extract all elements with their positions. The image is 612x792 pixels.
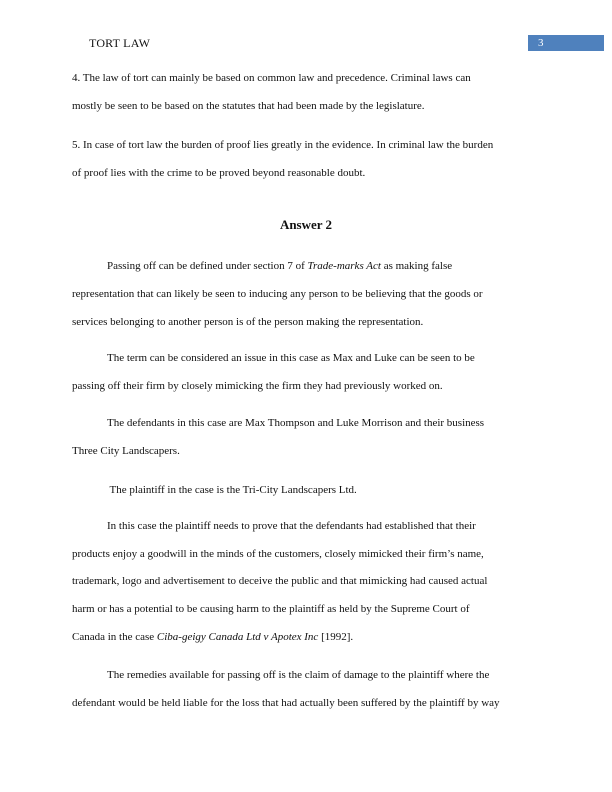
paragraph-1-line-2: representation that can likely be seen to inducing any person to be believing that the goods or (72, 288, 483, 300)
answer-heading: Answer 2 (279, 217, 333, 232)
paragraph-1-line-1 (107, 259, 452, 273)
paragraph-3-line-2: Three City Landscapers. (72, 445, 180, 457)
paragraph-5-line-4: harm or has a potential to be causing harm to the plaintiff as held by the Supreme Court of (72, 603, 470, 615)
paragraph-3-line-1: The defendants in this case are Max Thompson and Luke Morrison and their business (107, 417, 485, 429)
paragraph-5-line-2: products enjoy a goodwill in the minds of the customers, closely mimicked their firm’s name, (72, 548, 484, 560)
paragraph-2-line-2: passing off their firm by closely mimicking the firm they had previously worked on. (72, 380, 443, 392)
item-4-line-1: 4. The law of tort can mainly be based on common law and precedence. Criminal laws can (72, 72, 471, 84)
paragraph-4-line-1: The plaintiff in the case is the Tri-City Landscapers Ltd. (107, 484, 357, 496)
paragraph-5-line-5 (72, 630, 353, 644)
running-header-title: TORT LAW (89, 36, 151, 50)
item-5-line-1: 5. In case of tort law the burden of proof lies greatly in the evidence. In criminal law the burden (72, 139, 494, 151)
item-5-line-2: of proof lies with the crime to be proved beyond reasonable doubt. (72, 167, 366, 179)
paragraph-5-line-3: trademark, logo and advertisement to deceive the public and that mimicking had caused actual (72, 575, 488, 587)
paragraph-1-text-c: as making false (380, 260, 453, 272)
paragraph-5-text-c: [1992]. (318, 631, 354, 643)
item-4-line-2: mostly be seen to be based on the statutes that had been made by the legislature. (72, 100, 425, 112)
paragraph-5-text-a: Canada in the case (72, 631, 157, 643)
paragraph-6-line-2: defendant would be held liable for the loss that had actually been suffered by the plaintiff by way (72, 697, 500, 709)
page-number-badge: 3 (528, 35, 604, 51)
case-citation: Ciba-geigy Canada Ltd v Apotex Inc (156, 631, 319, 643)
paragraph-1-text-a: Passing off can be defined under section 7 of (107, 260, 308, 272)
paragraph-5-line-1: In this case the plaintiff needs to prove that the defendants had established that their (107, 520, 476, 532)
paragraph-6-line-1: The remedies available for passing off is the claim of damage to the plaintiff where the (107, 669, 490, 681)
paragraph-2-line-1: The term can be considered an issue in this case as Max and Luke can be seen to be (107, 352, 475, 364)
paragraph-1-line-3: services belonging to another person is of the person making the representation. (72, 316, 424, 328)
trade-marks-act-citation: Trade-marks Act (307, 260, 381, 272)
